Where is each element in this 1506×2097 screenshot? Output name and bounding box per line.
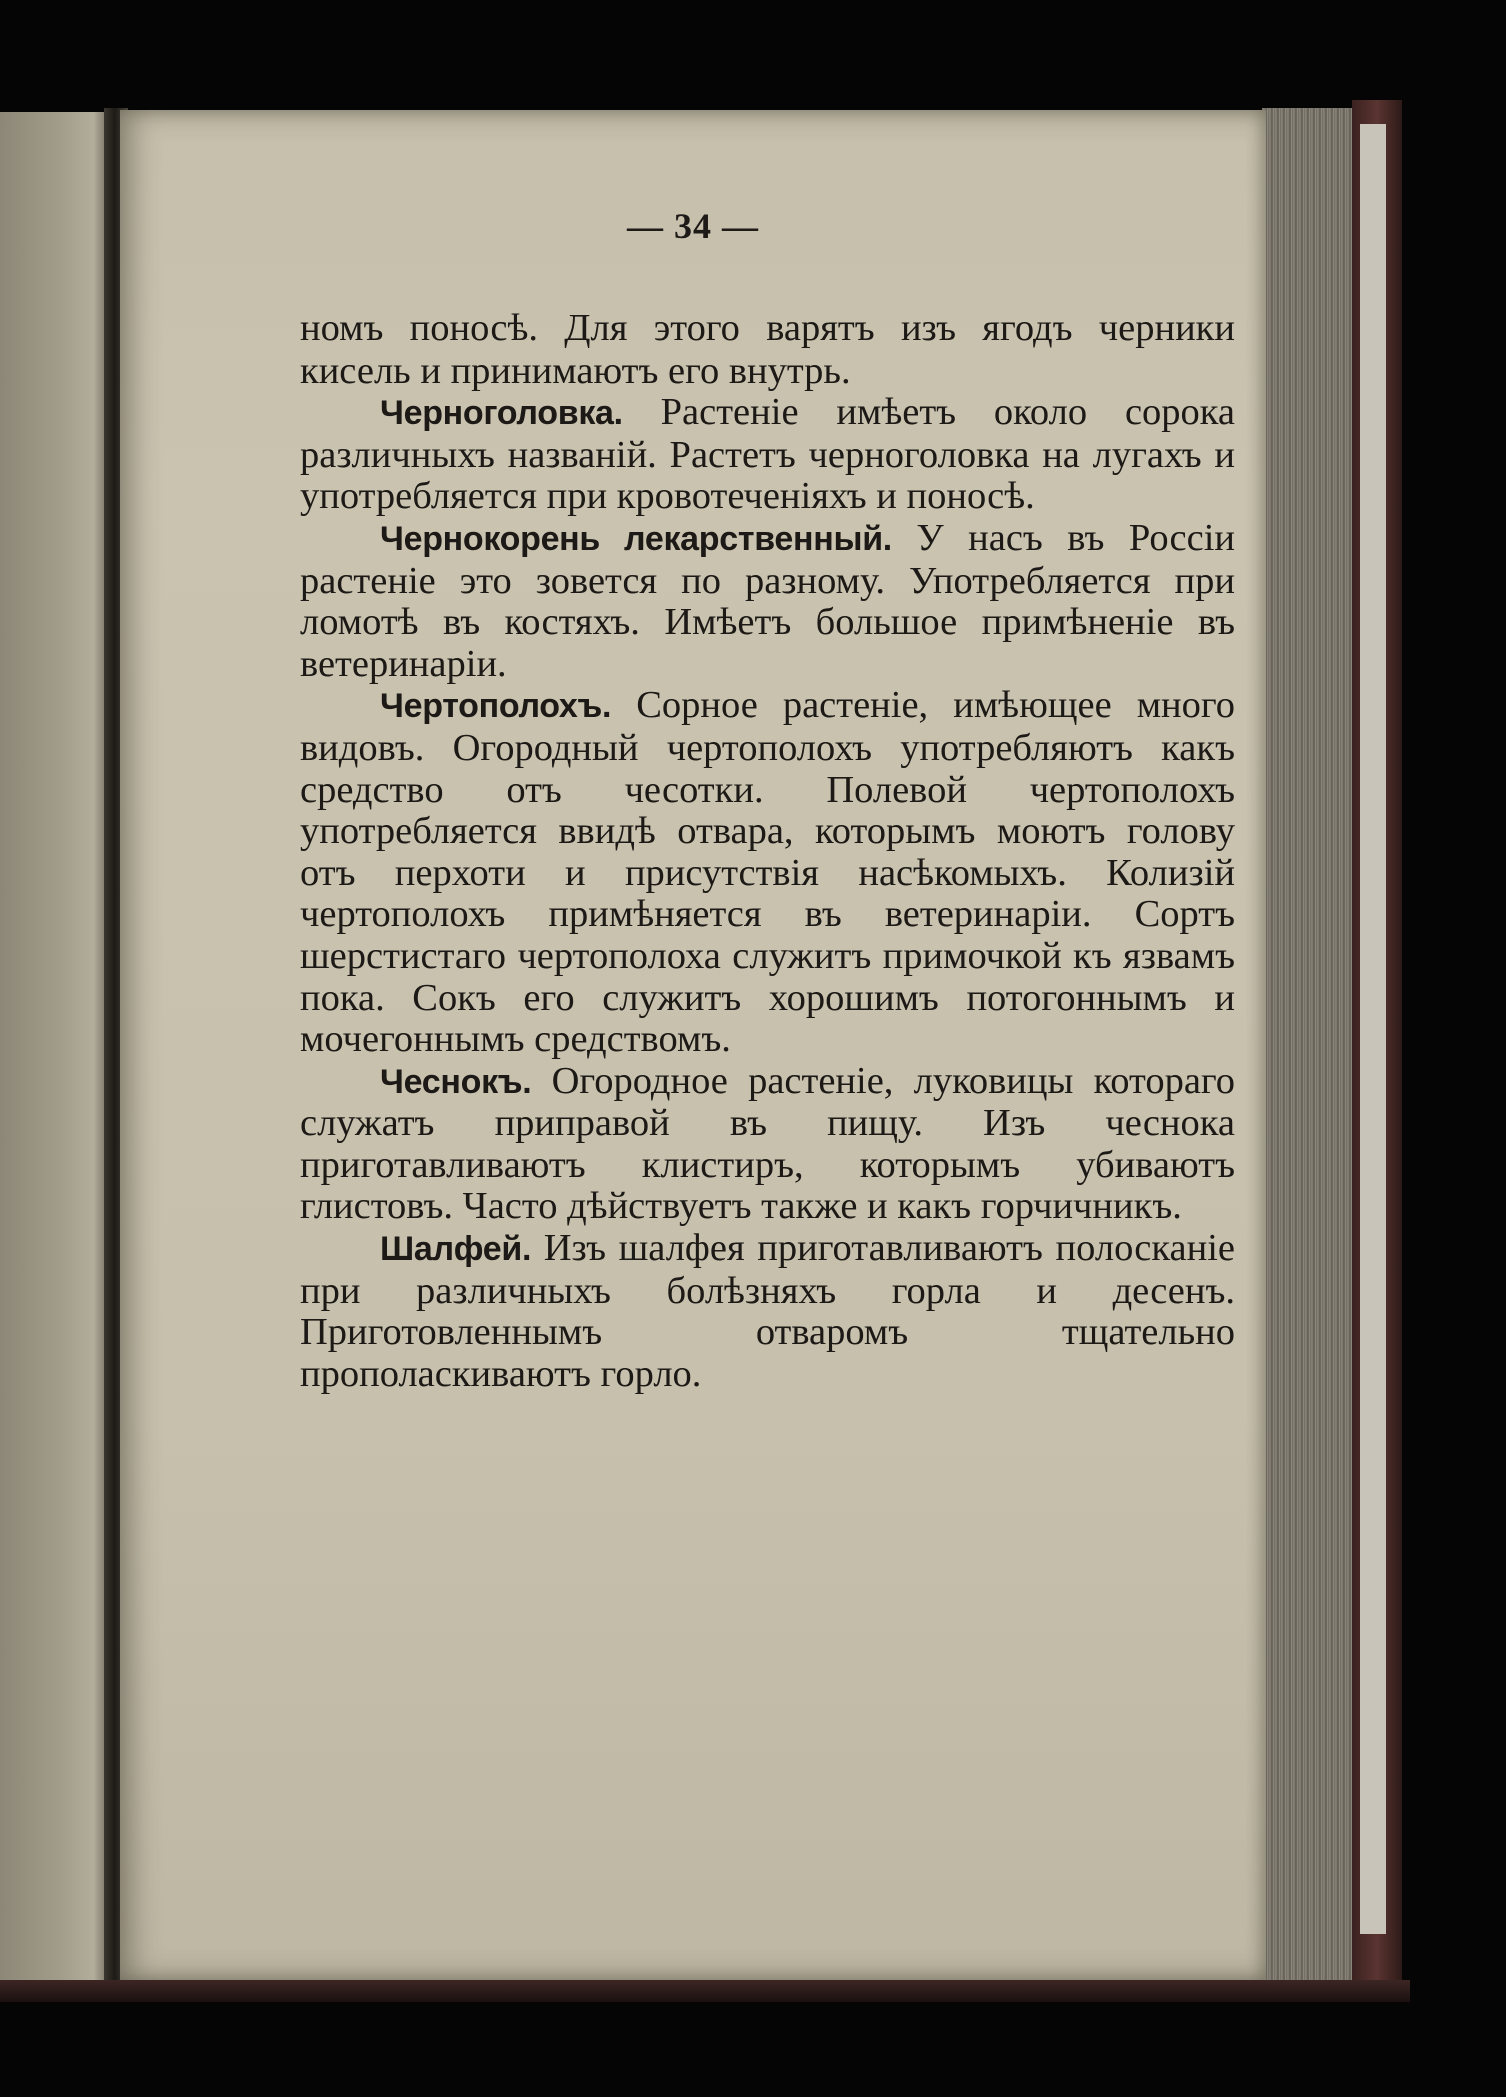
entry-term: Чеснокъ. bbox=[380, 1062, 532, 1101]
paragraph bbox=[300, 518, 1235, 685]
entry-text: У насъ въ Россіи растеніе это зовется по разному. Употребляется при ломотѣ въ костяхъ. Имѣетъ большое примѣненіе въ ветеринаріи. bbox=[300, 516, 1236, 685]
entry-text: Растеніе имѣетъ около сорока различныхъ названій. Растетъ черноголовка на лугахъ и употребляется при кровотеченіяхъ и поносѣ. bbox=[300, 391, 1235, 518]
paragraph bbox=[300, 308, 1235, 392]
entry-text: Изъ шалфея приготавливаютъ полосканіе при различныхъ болѣзняхъ горла и десенъ. Приготовленнымъ отваромъ тщательно прополаскиваютъ горло. bbox=[300, 1227, 1235, 1395]
entry-text: Сорное растеніе, имѣющее много видовъ. Огородный чертополохъ употребляютъ какъ средство отъ чесотки. Полевой чертополохъ употребляется ввидѣ отвара, которымъ моютъ голову отъ перхоти и присутствія насѣкомыхъ. Колизій чертополохъ примѣняется въ ветеринаріи. Сортъ шерстистаго чертополоха служитъ примочкой къ язвамъ пока. Сокъ его служитъ хорошимъ потогоннымъ и мочегоннымъ средствомъ. bbox=[300, 684, 1235, 1061]
page-number: — 34 — bbox=[627, 206, 759, 246]
entry-text: Огородное растеніе, луковицы котораго служатъ приправой въ пищу. Изъ чеснока приготавливаютъ клистиръ, которымъ убиваютъ глистовъ. Часто дѣйствуетъ также и какъ горчичникъ. bbox=[300, 1059, 1235, 1228]
left-page-edge bbox=[0, 112, 110, 1984]
cover-endpaper bbox=[1360, 124, 1386, 1934]
page-text bbox=[300, 308, 1235, 1395]
paragraph bbox=[300, 1061, 1235, 1228]
paragraph bbox=[300, 685, 1235, 1060]
page-stack-edge bbox=[1262, 108, 1362, 1988]
entry-term: Чернокорень лекарственный. bbox=[380, 519, 892, 558]
entry-term: Шалфей. bbox=[380, 1230, 532, 1269]
book-bottom-edge bbox=[0, 1980, 1410, 2002]
entry-term: Чертополохъ. bbox=[380, 687, 612, 726]
entry-text: номъ поносѣ. Для этого варятъ изъ ягодъ черники кисель и принимаютъ его внутрь. bbox=[300, 307, 1235, 392]
paragraph bbox=[300, 392, 1235, 518]
paragraph bbox=[300, 1228, 1235, 1395]
entry-term: Черноголовка. bbox=[380, 394, 623, 433]
